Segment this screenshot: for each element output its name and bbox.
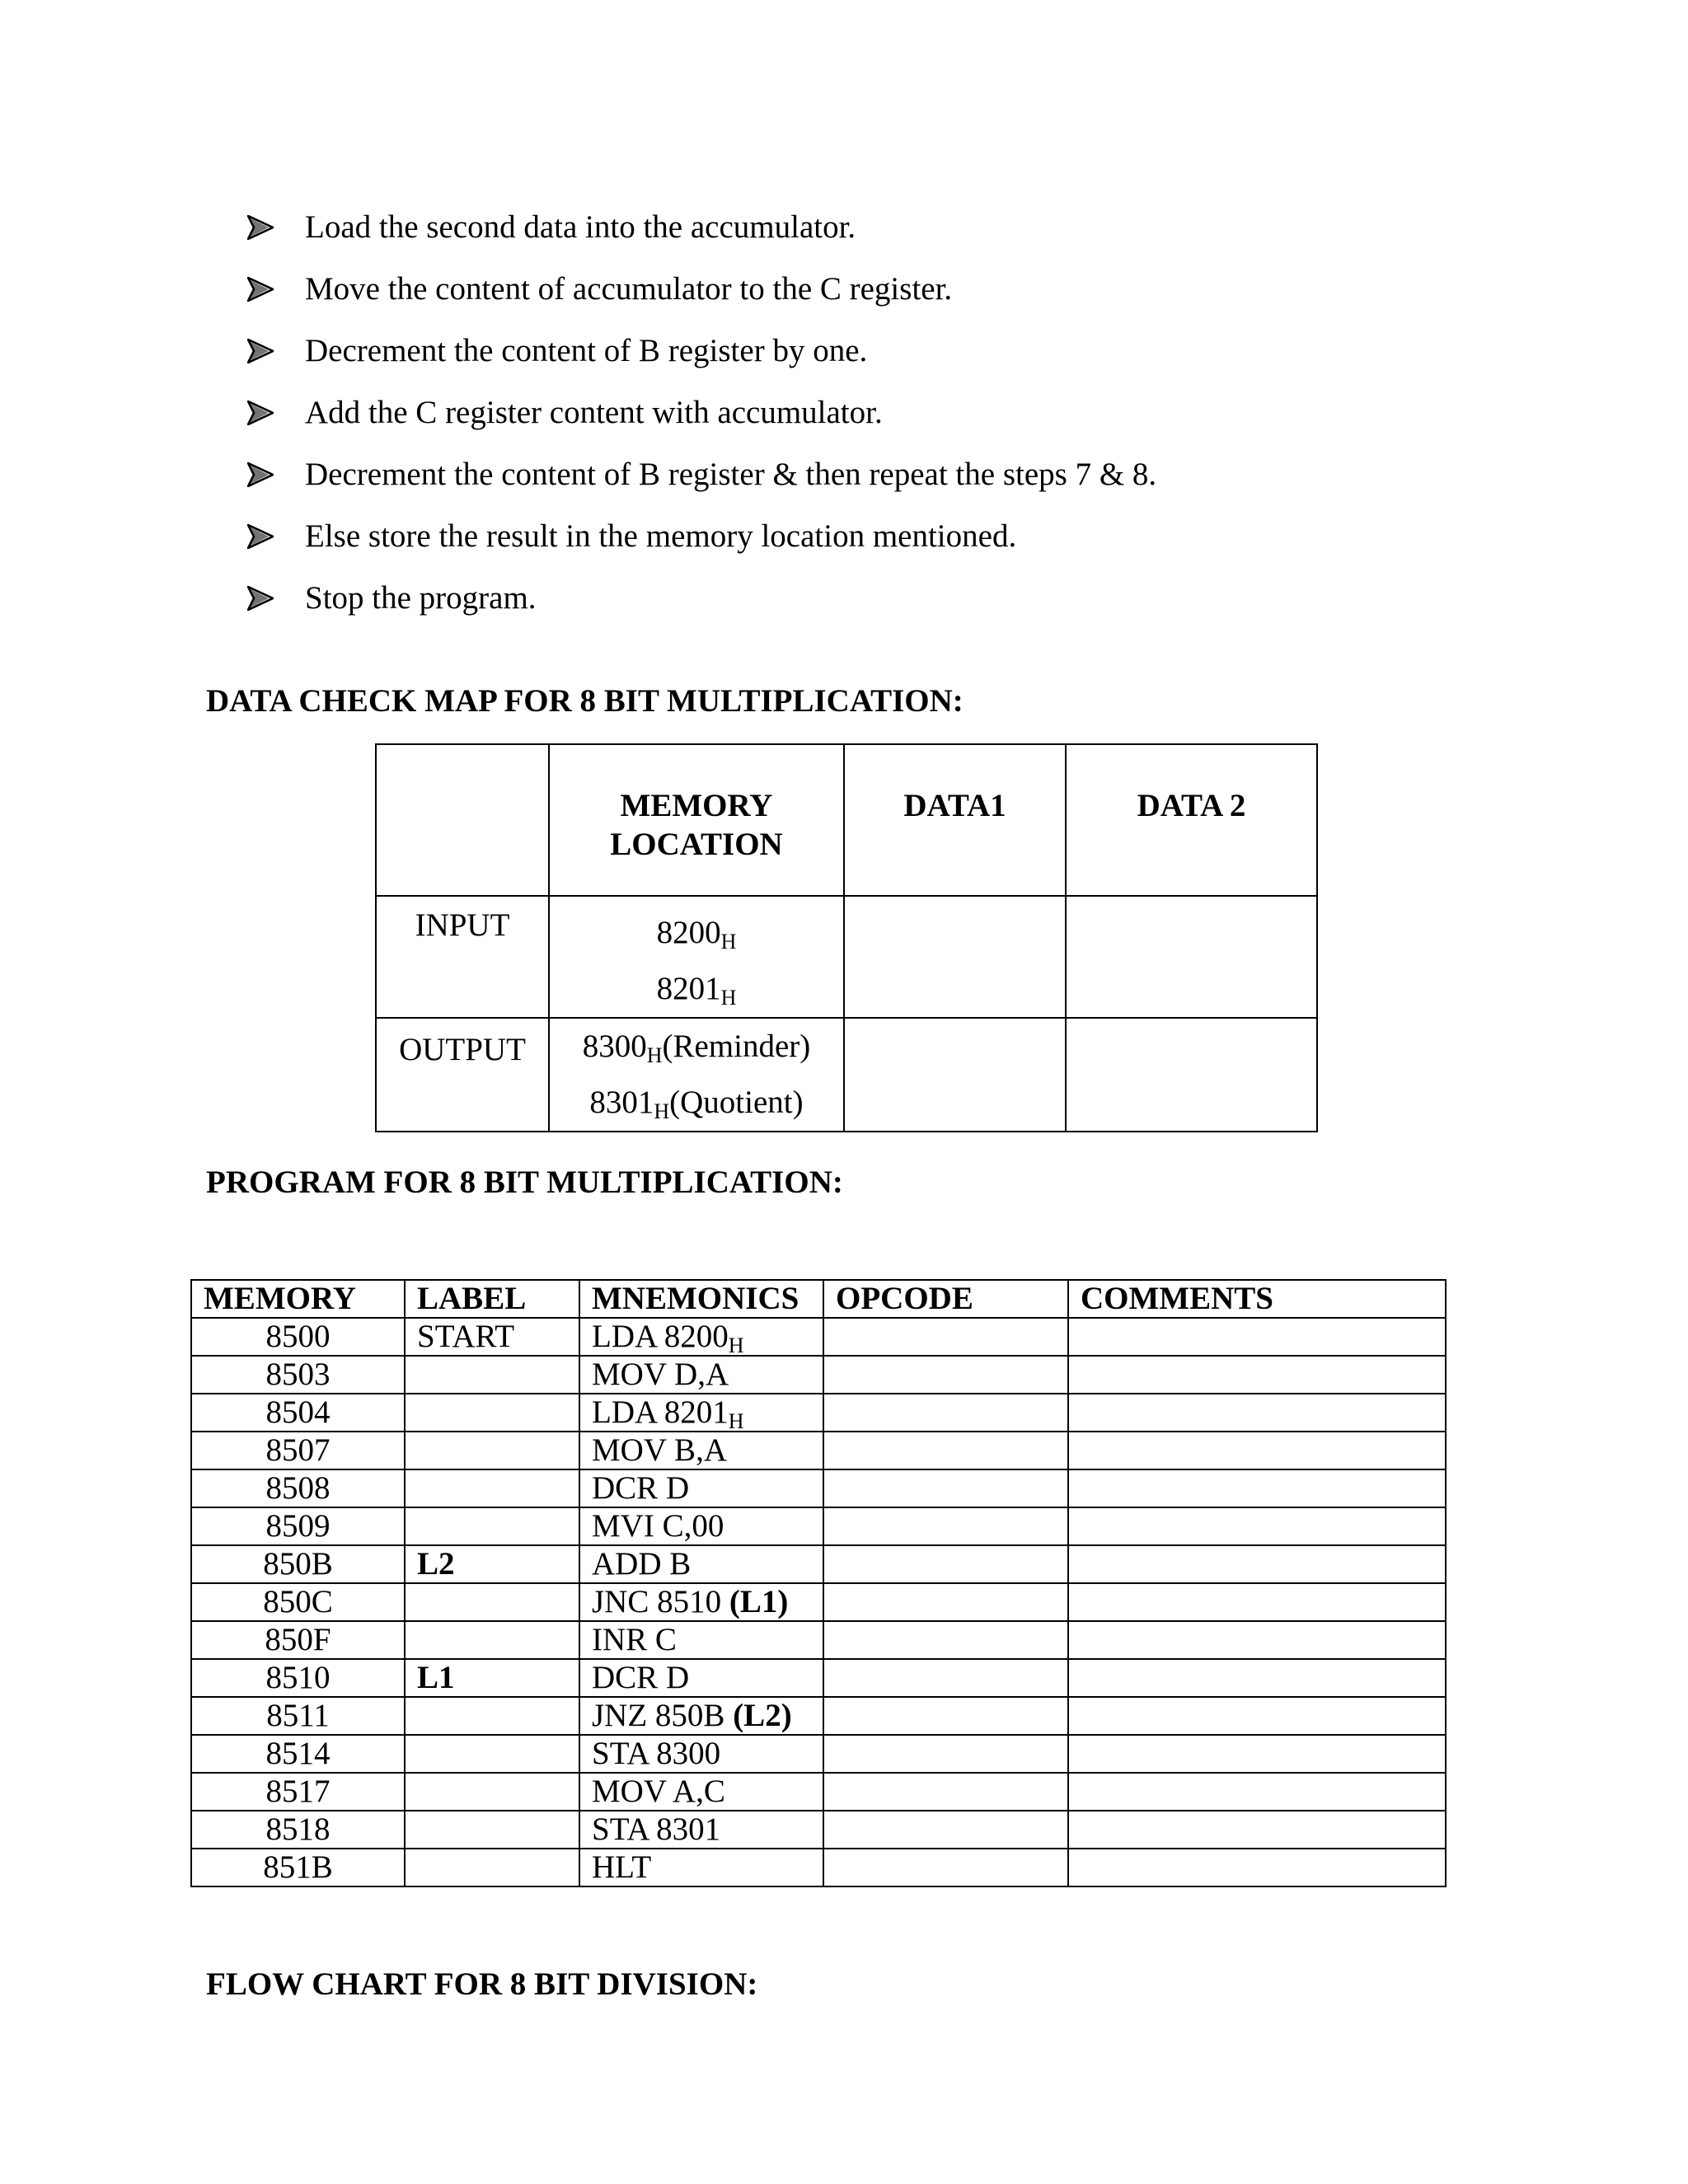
memory-address-cell: 8517 [191, 1773, 405, 1811]
mnemonics-column-header: MNEMONICS [579, 1280, 823, 1318]
opcode-cell [823, 1432, 1068, 1469]
program-row [191, 1659, 1446, 1697]
comments-cell [1068, 1469, 1446, 1507]
step-text: Decrement the content of B register by one. [305, 333, 868, 368]
hex-suffix: H [654, 1099, 670, 1123]
comments-cell [1068, 1394, 1446, 1432]
flow-chart-heading: FLOW CHART FOR 8 BIT DIVISION: [206, 1966, 758, 2002]
mnemonic-cell [579, 1583, 823, 1621]
memory-address-cell: 8509 [191, 1507, 405, 1545]
label-cell [405, 1735, 579, 1773]
mnemonic-text: MOV B,A [592, 1432, 727, 1468]
comments-cell [1068, 1432, 1446, 1469]
memory-address-cell: 8503 [191, 1356, 405, 1394]
location-address: 8301 [589, 1085, 654, 1120]
opcode-cell [823, 1394, 1068, 1432]
mnemonic-text: JNZ 850B [592, 1698, 734, 1733]
input-data1-cell [844, 896, 1066, 1018]
program-row [191, 1621, 1446, 1659]
data-check-map-table [375, 743, 1318, 1132]
memory-location-entry [550, 961, 843, 1017]
opcode-cell [823, 1507, 1068, 1545]
program-row [191, 1811, 1446, 1849]
label-cell: L2 [405, 1545, 579, 1583]
hex-suffix: H [646, 1043, 663, 1067]
procedure-steps-list [247, 196, 1156, 629]
label-cell [405, 1621, 579, 1659]
mnemonic-cell [579, 1469, 823, 1507]
comments-cell [1068, 1583, 1446, 1621]
mnemonic-cell [579, 1773, 823, 1811]
opcode-cell [823, 1697, 1068, 1735]
memory-address-cell: 8510 [191, 1659, 405, 1697]
memory-address-cell: 8511 [191, 1697, 405, 1735]
opcode-cell [823, 1659, 1068, 1697]
step-item [247, 567, 1156, 629]
memory-location-entry [550, 1075, 843, 1131]
mnemonic-text: JNC 8510 [592, 1584, 729, 1619]
hex-suffix: H [728, 1333, 744, 1356]
label-cell [405, 1773, 579, 1811]
location-address: 8300 [582, 1029, 647, 1064]
program-row [191, 1469, 1446, 1507]
memory-column-header: MEMORY [191, 1280, 405, 1318]
memory-address-cell: 8504 [191, 1394, 405, 1432]
mnemonic-text: MVI C,00 [592, 1508, 724, 1544]
program-row [191, 1583, 1446, 1621]
mnemonic-cell [579, 1545, 823, 1583]
opcode-cell [823, 1318, 1068, 1356]
mnemonic-text: DCR D [592, 1660, 690, 1695]
memory-address-cell: 8508 [191, 1469, 405, 1507]
opcode-cell [823, 1773, 1068, 1811]
arrow-bullet-icon [247, 586, 274, 611]
label-cell [405, 1507, 579, 1545]
step-item [247, 443, 1156, 505]
step-text: Stop the program. [305, 580, 537, 616]
map-corner-cell [376, 744, 549, 896]
opcode-cell [823, 1811, 1068, 1849]
program-row [191, 1545, 1446, 1583]
label-cell [405, 1432, 579, 1469]
mnemonic-text: DCR D [592, 1470, 690, 1506]
data-check-map-heading: DATA CHECK MAP FOR 8 BIT MULTIPLICATION: [206, 683, 964, 719]
step-item [247, 196, 1156, 258]
mnemonic-text: INR C [592, 1622, 677, 1657]
step-item [247, 320, 1156, 382]
opcode-cell [823, 1735, 1068, 1773]
arrow-bullet-icon [247, 339, 274, 363]
hex-suffix: H [720, 930, 737, 954]
mnemonic-text: LDA 8200 [592, 1319, 729, 1354]
memory-address-cell: 8500 [191, 1318, 405, 1356]
location-address: 8201 [656, 971, 721, 1006]
memory-address-cell: 8507 [191, 1432, 405, 1469]
mnemonic-cell [579, 1697, 823, 1735]
mnemonic-cell [579, 1849, 823, 1886]
mnemonic-text: HLT [592, 1849, 652, 1885]
program-header-row [191, 1280, 1446, 1318]
location-address: 8200 [656, 915, 721, 950]
output-data1-cell [844, 1018, 1066, 1132]
comments-cell [1068, 1811, 1446, 1849]
memory-address-cell: 850C [191, 1583, 405, 1621]
mnemonic-text: MOV A,C [592, 1774, 725, 1809]
mnemonic-text: STA 8301 [592, 1811, 721, 1847]
opcode-cell [823, 1849, 1068, 1886]
label-cell [405, 1583, 579, 1621]
program-row [191, 1773, 1446, 1811]
comments-cell [1068, 1735, 1446, 1773]
program-row [191, 1394, 1446, 1432]
opcode-cell [823, 1621, 1068, 1659]
mnemonic-cell [579, 1507, 823, 1545]
step-text: Else store the result in the memory location mentioned. [305, 518, 1017, 554]
hex-suffix: H [728, 1409, 744, 1432]
label-cell [405, 1697, 579, 1735]
label-cell [405, 1394, 579, 1432]
memory-location-header: MEMORY LOCATION [549, 744, 844, 896]
opcode-column-header: OPCODE [823, 1280, 1068, 1318]
step-text: Decrement the content of B register & then repeat the steps 7 & 8. [305, 457, 1157, 492]
input-locations [549, 896, 844, 1018]
mnemonic-cell [579, 1735, 823, 1773]
mnemonic-cell [579, 1318, 823, 1356]
program-row [191, 1735, 1446, 1773]
program-row [191, 1697, 1446, 1735]
step-text: Move the content of accumulator to the C register. [305, 271, 953, 307]
arrow-bullet-icon [247, 524, 274, 549]
mnemonic-cell [579, 1621, 823, 1659]
input-label: INPUT [376, 896, 549, 1018]
opcode-cell [823, 1469, 1068, 1507]
memory-address-cell: 8518 [191, 1811, 405, 1849]
memory-location-entry [550, 1019, 843, 1075]
step-item [247, 258, 1156, 320]
program-heading: PROGRAM FOR 8 BIT MULTIPLICATION: [206, 1165, 843, 1200]
arrow-bullet-icon [247, 401, 274, 425]
opcode-cell [823, 1356, 1068, 1394]
label-cell: START [405, 1318, 579, 1356]
arrow-bullet-icon [247, 215, 274, 240]
hex-suffix: H [720, 986, 737, 1010]
input-data2-cell [1066, 896, 1317, 1018]
mnemonic-cell [579, 1659, 823, 1697]
jump-label-ref: (L1) [729, 1584, 789, 1619]
mnemonic-cell [579, 1394, 823, 1432]
label-cell [405, 1356, 579, 1394]
mnemonic-cell [579, 1432, 823, 1469]
jump-label-ref: (L2) [733, 1698, 792, 1733]
output-label: OUTPUT [376, 1018, 549, 1132]
mnemonic-text: STA 8300 [592, 1736, 721, 1771]
mnemonic-cell [579, 1356, 823, 1394]
comments-cell [1068, 1545, 1446, 1583]
program-row [191, 1507, 1446, 1545]
memory-location-entry [550, 905, 843, 961]
step-text: Load the second data into the accumulator. [305, 209, 856, 245]
comments-cell [1068, 1621, 1446, 1659]
comments-cell [1068, 1697, 1446, 1735]
comments-cell [1068, 1773, 1446, 1811]
output-data2-cell [1066, 1018, 1317, 1132]
step-item [247, 505, 1156, 567]
label-cell [405, 1811, 579, 1849]
arrow-bullet-icon [247, 277, 274, 302]
output-locations [549, 1018, 844, 1132]
program-row [191, 1432, 1446, 1469]
step-text: Add the C register content with accumulator. [305, 395, 883, 430]
comments-cell [1068, 1849, 1446, 1886]
mnemonic-cell [579, 1811, 823, 1849]
program-row [191, 1849, 1446, 1886]
comments-cell [1068, 1507, 1446, 1545]
step-item [247, 382, 1156, 443]
memory-address-cell: 8514 [191, 1735, 405, 1773]
program-row [191, 1318, 1446, 1356]
arrow-bullet-icon [247, 462, 274, 487]
memory-address-cell: 850B [191, 1545, 405, 1583]
label-column-header: LABEL [405, 1280, 579, 1318]
data1-header: DATA1 [844, 744, 1066, 896]
opcode-cell [823, 1545, 1068, 1583]
memory-address-cell: 850F [191, 1621, 405, 1659]
comments-cell [1068, 1356, 1446, 1394]
comments-column-header: COMMENTS [1068, 1280, 1446, 1318]
comments-cell [1068, 1659, 1446, 1697]
program-table [190, 1279, 1447, 1887]
location-note: (Reminder) [662, 1029, 811, 1064]
comments-cell [1068, 1318, 1446, 1356]
memory-address-cell: 851B [191, 1849, 405, 1886]
mnemonic-text: ADD B [592, 1546, 692, 1582]
mnemonic-text: LDA 8201 [592, 1394, 729, 1430]
mnemonic-text: MOV D,A [592, 1357, 729, 1392]
opcode-cell [823, 1583, 1068, 1621]
label-cell [405, 1469, 579, 1507]
label-cell [405, 1849, 579, 1886]
program-row [191, 1356, 1446, 1394]
data2-header: DATA 2 [1066, 744, 1317, 896]
location-note: (Quotient) [669, 1085, 804, 1120]
label-cell: L1 [405, 1659, 579, 1697]
